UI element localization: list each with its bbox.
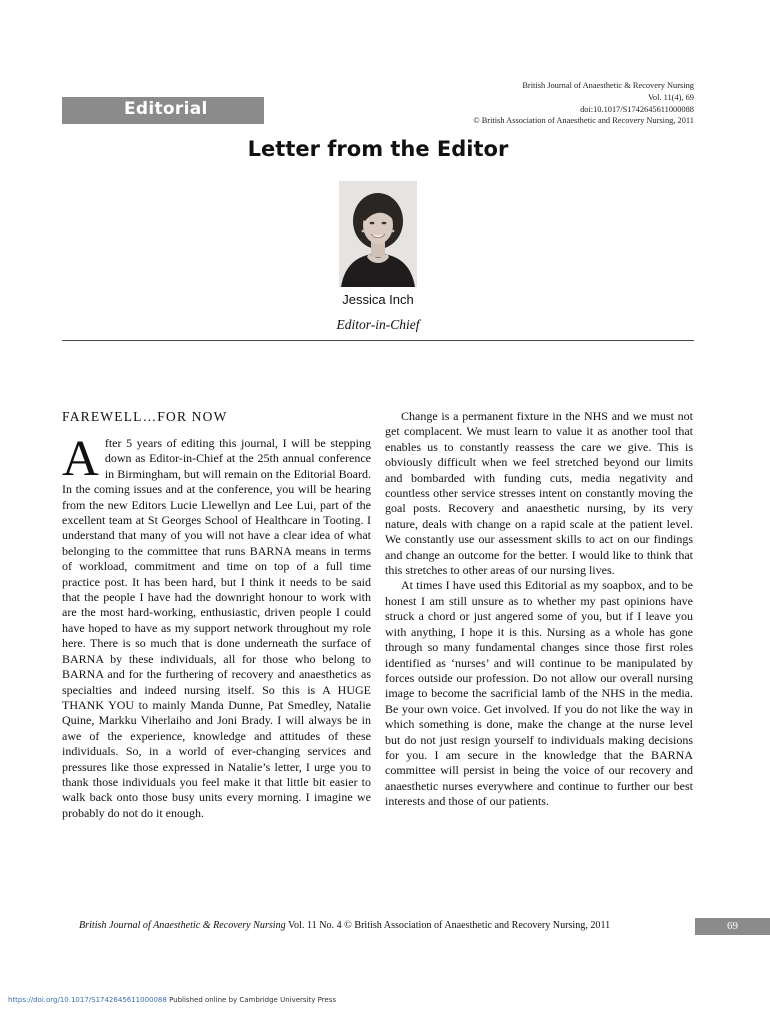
left-column [62, 409, 371, 821]
journal-meta [434, 80, 694, 127]
header-rule [62, 340, 694, 341]
editor-role: Editor-in-Chief [336, 317, 420, 332]
footer-citation [79, 920, 679, 931]
section-label-bar [62, 97, 264, 124]
right-column [385, 409, 693, 810]
paragraph-1 [62, 431, 371, 821]
drop-cap: A [62, 431, 99, 487]
meta-journal: British Journal of Anaesthetic & Recovery Nursing [522, 81, 694, 90]
paragraph-1-text: fter 5 years of editing this journal, I will be stepping down as Editor-in-Chief at the 25th annual conference in Birmingham, but will remain on the Editorial Board. In the coming issues and at the conference, you will be hearing from the new Editors Lucie Llewellyn and Lee Lui, part of the excellent team at St Georges School of Healthcare in Tooting. I understand that many of you will not have a clear idea of what belonging to the committee that runs BARNA means in terms of workload, commitment and time on top of a full time practice post. It has been hard, but I think it needs to be said that the people I have had the downright honour to work with are the most hard-working, enthusiastic, driven people I could have hoped to have as my support network throughout my role here. There is so much that is done underneath the surface of BARNA by these individuals, all for those who belong to BARNA and for the furthering of recovery and anaesthetics as specialties and indeed nursing itself. So this is A HUGE THANK YOU to mainly Manda Dunne, Pat Smedley, Natalie Quine, Markku Viherlaiho and Joni Brady. I will always be in awe of the experience, knowledge and attitudes of these individuals. So, in a world of ever-changing services and pressures like those expressed in Natalie’s letter, I urge you to thank those individuals you feel make it that little bit easier to walk back onto those busy units every morning. I imagine we probably do not do it enough. [62, 436, 371, 820]
paragraph-2: Change is a permanent fixture in the NHS and we must not get complacent. We must learn to value it as another tool that enables us to constantly reassess the care we give. This is obviously difficult when we feel stretched beyond our limits and bombarded with funding cuts, media negativity and countless other service stresses intent on constantly moving the goal posts. Recovery and anaesthetic nursing, by its very nature, deals with change on a rapid scale at the patient level. We constantly use our assessment skills to act on our findings and change an outcome for the better. I would like to think that this stretches to other areas of our nursing lives. [385, 409, 693, 578]
publication-note [8, 996, 336, 1004]
meta-volume: Vol. 11(4), 69 [647, 92, 694, 102]
section-label: Editorial [124, 99, 208, 119]
page-number: 69 [695, 918, 770, 935]
published-online-text: Published online by Cambridge University Press [166, 996, 337, 1004]
article-title: Letter from the Editor [247, 137, 509, 161]
meta-doi: doi:10.1017/S1742645611000088 [580, 104, 694, 114]
footer-volume-copyright: Vol. 11 No. 4 © British Association of Anaesthetic and Recovery Nursing, 2011 [285, 920, 611, 931]
paragraph-3: At times I have used this Editorial as my soapbox, and to be honest I am still unsure as to whether my past opinions have struck a chord or just angered some of you, but if I leave you with anything, I hope it is this. Nursing as a whole has gone through so many fundamental changes since those first roles identified as ‘nurses’ and will continue to be manipulated by forces outside our profession. Do not allow our overall nursing image to become the sacrificial lamb of the NHS in the media. Be your own voice. Get involved. If you do not like the way in which something is done, make the change at the nurse level but do not just resign yourself to individuals making decisions for you. I am secure in the knowledge that the BARNA committee will persist in being the voice of our recovery and anaesthetic nurses everywhere and continue to further our best interests and those of our patients. [385, 578, 693, 809]
doi-link[interactable]: https://doi.org/10.1017/S1742645611000088 [8, 996, 167, 1004]
section-heading: FAREWELL…FOR NOW [62, 409, 228, 424]
footer-journal-name: British Journal of Anaesthetic & Recovery Nursing [79, 920, 286, 931]
editor-portrait [339, 181, 417, 287]
meta-copyright: © British Association of Anaesthetic and Recovery Nursing, 2011 [473, 116, 694, 126]
editor-name: Jessica Inch [342, 292, 414, 307]
